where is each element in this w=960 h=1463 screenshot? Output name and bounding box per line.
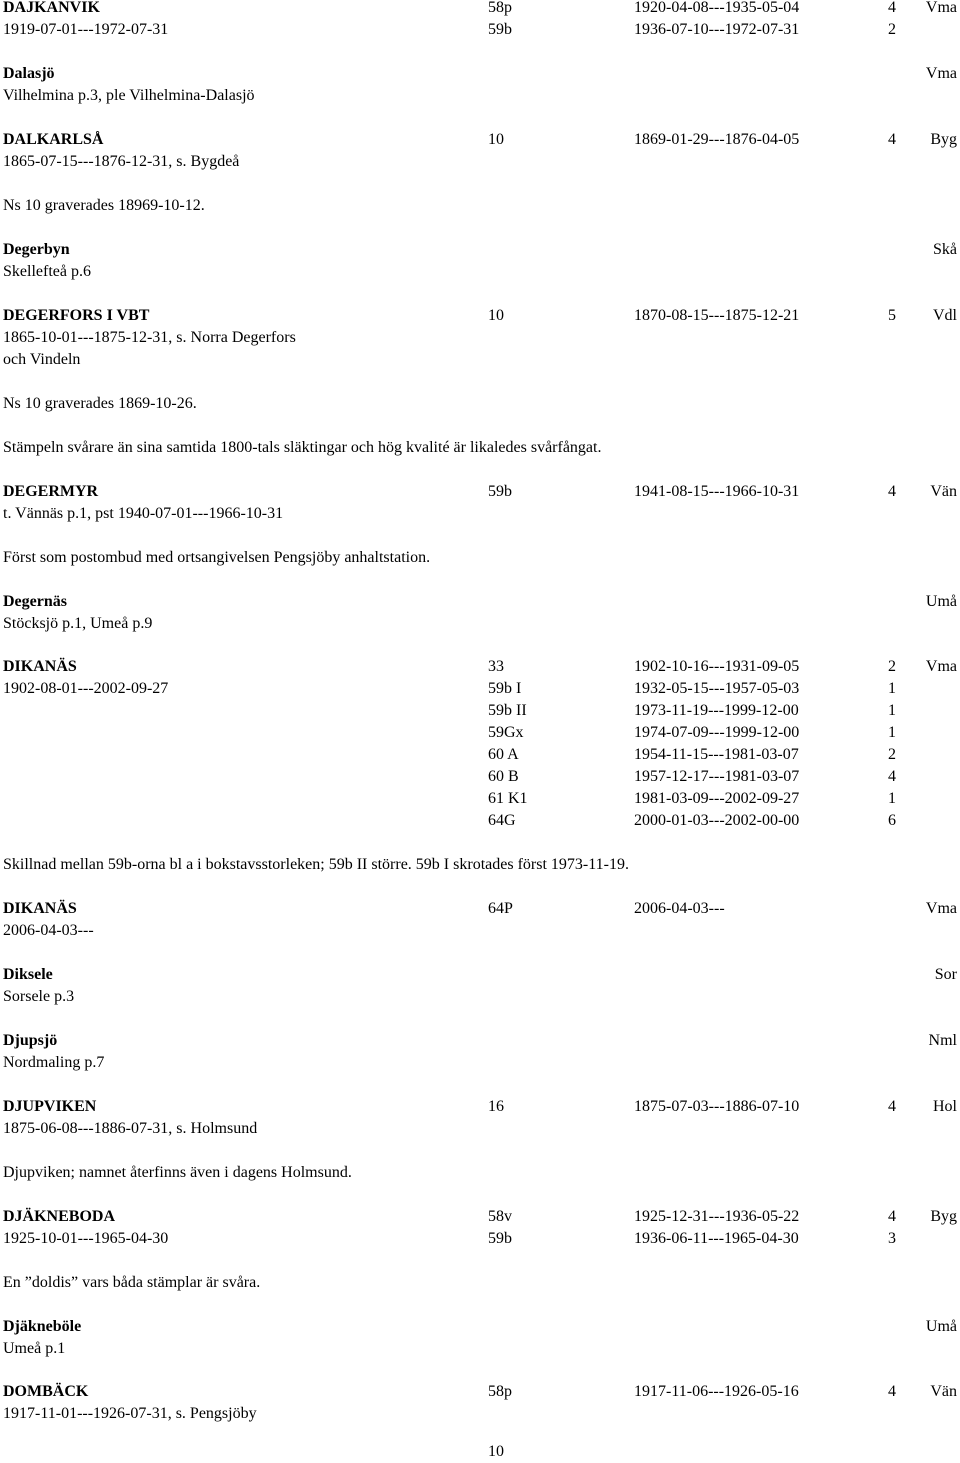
region-code: Hol [933, 1098, 957, 1115]
entry-degerbyn-row1 [0, 239, 960, 261]
stamp-period: 1974-07-09---1999-12-00 [634, 724, 800, 741]
entry-degernas-row1 [0, 591, 960, 613]
entry-djupsjo-row2 [0, 1052, 960, 1074]
entry-djupviken-row1 [0, 1096, 960, 1118]
stamp-type: 58p [488, 1383, 512, 1400]
note: En ”doldis” vars båda stämplar är svåra. [3, 1274, 261, 1291]
stamp-type: 59b [488, 483, 512, 500]
place-name: DIKANÄS [3, 658, 77, 675]
entry-dalkarlsa-row2 [0, 151, 960, 173]
place-name: Djäkneböle [3, 1318, 82, 1335]
stamp-type: 64G [488, 812, 516, 829]
stamp-period: 1870-08-15---1875-12-21 [634, 307, 800, 324]
entry-djupviken-row2 [0, 1118, 960, 1140]
entry-djakneboda-note [0, 1272, 960, 1294]
region-code: Vma [925, 0, 957, 16]
office-period: 1919-07-01---1972-07-31 [3, 21, 169, 38]
stamp-period: 1920-04-08---1935-05-04 [634, 0, 800, 16]
entry-degermyr-row1 [0, 481, 960, 503]
stamp-period: 1981-03-09---2002-09-27 [634, 790, 800, 807]
entry-dajkanvik-row1 [0, 0, 960, 19]
office-period: t. Vännäs p.1, pst 1940-07-01---1966-10-31 [3, 505, 284, 522]
entry-dikanas2-row2 [0, 920, 960, 942]
stamp-type: 10 [488, 131, 504, 148]
stamp-type: 58v [488, 1208, 512, 1225]
stamp-period: 1936-07-10---1972-07-31 [634, 21, 800, 38]
office-period: 1902-08-01---2002-09-27 [3, 680, 169, 697]
entry-dikanas-row6 [0, 766, 960, 788]
entry-degerbyn-row2 [0, 261, 960, 283]
stamp-period: 1875-07-03---1886-07-10 [634, 1098, 800, 1115]
stamp-type: 58p [488, 0, 512, 16]
place-detail: Skellefteå p.6 [3, 263, 91, 280]
stamp-type: 59b I [488, 680, 522, 697]
place-name: DOMBÄCK [3, 1383, 89, 1400]
entry-dikanas-row3 [0, 700, 960, 722]
stamp-period: 1941-08-15---1966-10-31 [634, 483, 800, 500]
place-detail: Vilhelmina p.3, ple Vilhelmina-Dalasjö [3, 87, 255, 104]
entry-degernas-row2 [0, 613, 960, 635]
entry-degerfors-row1 [0, 305, 960, 327]
entry-dalasjo-row2 [0, 85, 960, 107]
rarity: 4 [888, 768, 896, 785]
stamp-type: 60 B [488, 768, 519, 785]
office-period: 1865-10-01---1875-12-31, s. Norra Degerfors [3, 329, 296, 346]
note: Djupviken; namnet återfinns även i dagens Holmsund. [3, 1164, 352, 1181]
region-code: Vma [925, 900, 957, 917]
rarity: 2 [888, 746, 896, 763]
stamp-period: 2000-01-03---2002-00-00 [634, 812, 800, 829]
stamp-period: 1932-05-15---1957-05-03 [634, 680, 800, 697]
stamp-period: 1869-01-29---1876-04-05 [634, 131, 800, 148]
note: Skillnad mellan 59b-orna bl a i bokstavsstorleken; 59b II större. 59b I skrotades först 1973-11-19. [3, 856, 629, 873]
region-code: Sor [934, 966, 957, 983]
region-code: Byg [930, 131, 957, 148]
entry-dikanas-row4 [0, 722, 960, 744]
entry-dikanas-row1 [0, 656, 960, 678]
place-detail: Sorsele p.3 [3, 988, 75, 1005]
region-code: Vän [930, 1383, 957, 1400]
stamp-type: 64P [488, 900, 513, 917]
place-name: DALKARLSÅ [3, 131, 104, 148]
place-name: DIKANÄS [3, 900, 77, 917]
office-period: 2006-04-03--- [3, 922, 94, 939]
rarity: 4 [888, 131, 896, 148]
place-name: DAJKANVIK [3, 0, 100, 16]
office-period: 1917-11-01---1926-07-31, s. Pengsjöby [3, 1405, 257, 1422]
entry-dalkarlsa-note [0, 195, 960, 217]
stamp-period: 1925-12-31---1936-05-22 [634, 1208, 800, 1225]
stamp-type: 61 K1 [488, 790, 528, 807]
rarity: 3 [888, 1230, 896, 1247]
stamp-type: 59Gx [488, 724, 524, 741]
rarity: 2 [888, 658, 896, 675]
stamp-type: 10 [488, 307, 504, 324]
rarity: 1 [888, 724, 896, 741]
entry-djupviken-note [0, 1162, 960, 1184]
region-code: Umå [925, 593, 957, 610]
stamp-type: 59b [488, 1230, 512, 1247]
region-code: Vma [925, 65, 957, 82]
entry-djaknebole-row2 [0, 1338, 960, 1360]
place-name: DEGERMYR [3, 483, 99, 500]
stamp-type: 16 [488, 1098, 504, 1115]
entry-dikanas-row7 [0, 788, 960, 810]
place-detail: Umeå p.1 [3, 1340, 66, 1357]
rarity: 6 [888, 812, 896, 829]
entry-dikanas-note [0, 854, 960, 876]
office-period: 1925-10-01---1965-04-30 [3, 1230, 169, 1247]
stamp-period: 2006-04-03--- [634, 900, 725, 917]
entry-dikanas-row5 [0, 744, 960, 766]
entry-djakneboda-row2 [0, 1228, 960, 1250]
stamp-type: 59b II [488, 702, 527, 719]
note: Ns 10 graverades 1869-10-26. [3, 395, 197, 412]
place-detail: Nordmaling p.7 [3, 1054, 105, 1071]
entry-domback-row2 [0, 1403, 960, 1425]
place-name: DJUPVIKEN [3, 1098, 97, 1115]
entry-dalasjo-row1 [0, 63, 960, 85]
stamp-period: 1973-11-19---1999-12-00 [634, 702, 799, 719]
region-code: Vdl [933, 307, 957, 324]
stamp-type: 33 [488, 658, 504, 675]
place-name: Degerbyn [3, 241, 70, 258]
note: Ns 10 graverades 18969-10-12. [3, 197, 205, 214]
region-code: Byg [930, 1208, 957, 1225]
rarity: 4 [888, 483, 896, 500]
note: Först som postombud med ortsangivelsen Pengsjöby anhaltstation. [3, 549, 431, 566]
rarity: 5 [888, 307, 896, 324]
stamp-type: 60 A [488, 746, 519, 763]
rarity: 1 [888, 680, 896, 697]
stamp-period: 1936-06-11---1965-04-30 [634, 1230, 799, 1247]
office-period-cont: och Vindeln [3, 351, 81, 368]
rarity: 4 [888, 1383, 896, 1400]
office-period: 1875-06-08---1886-07-31, s. Holmsund [3, 1120, 258, 1137]
region-code: Umå [925, 1318, 957, 1335]
entry-dajkanvik-row2 [0, 19, 960, 41]
entry-djupsjo-row1 [0, 1030, 960, 1052]
entry-degerfors-note [0, 393, 960, 415]
page-number: 10 [488, 1443, 504, 1460]
place-detail: Stöcksjö p.1, Umeå p.9 [3, 615, 153, 632]
rarity: 1 [888, 702, 896, 719]
entry-djakneboda-row1 [0, 1206, 960, 1228]
entry-degerfors-row2 [0, 327, 960, 349]
place-name: Djupsjö [3, 1032, 58, 1049]
rarity: 4 [888, 1208, 896, 1225]
entry-dikanas-row8 [0, 810, 960, 832]
entry-dikanas-row2 [0, 678, 960, 700]
entry-diksele-row1 [0, 964, 960, 986]
entry-djaknebole-row1 [0, 1316, 960, 1338]
note: Stämpeln svårare än sina samtida 1800-tals släktingar och hög kvalité är likaledes svårfångat. [3, 439, 602, 456]
place-name: Degernäs [3, 593, 67, 610]
rarity: 2 [888, 21, 896, 38]
stamp-period: 1957-12-17---1981-03-07 [634, 768, 800, 785]
entry-degerfors-note2 [0, 437, 960, 459]
stamp-type: 59b [488, 21, 512, 38]
region-code: Nml [928, 1032, 957, 1049]
rarity: 1 [888, 790, 896, 807]
stamp-period: 1902-10-16---1931-09-05 [634, 658, 800, 675]
entry-degermyr-note [0, 547, 960, 569]
office-period: 1865-07-15---1876-12-31, s. Bygdeå [3, 153, 240, 170]
region-code: Skå [933, 241, 957, 258]
place-name: Dalasjö [3, 65, 55, 82]
entry-diksele-row2 [0, 986, 960, 1008]
place-name: DEGERFORS I VBT [3, 307, 150, 324]
region-code: Vma [925, 658, 957, 675]
region-code: Vän [930, 483, 957, 500]
rarity: 4 [888, 1098, 896, 1115]
stamp-period: 1917-11-06---1926-05-16 [634, 1383, 799, 1400]
entry-degerfors-row3 [0, 349, 960, 371]
entry-dikanas2-row1 [0, 898, 960, 920]
entry-degermyr-row2 [0, 503, 960, 525]
place-name: Diksele [3, 966, 53, 983]
entry-domback-row1 [0, 1381, 960, 1403]
stamp-period: 1954-11-15---1981-03-07 [634, 746, 799, 763]
place-name: DJÄKNEBODA [3, 1208, 116, 1225]
entry-dalkarlsa-row1 [0, 129, 960, 151]
rarity: 4 [888, 0, 896, 16]
